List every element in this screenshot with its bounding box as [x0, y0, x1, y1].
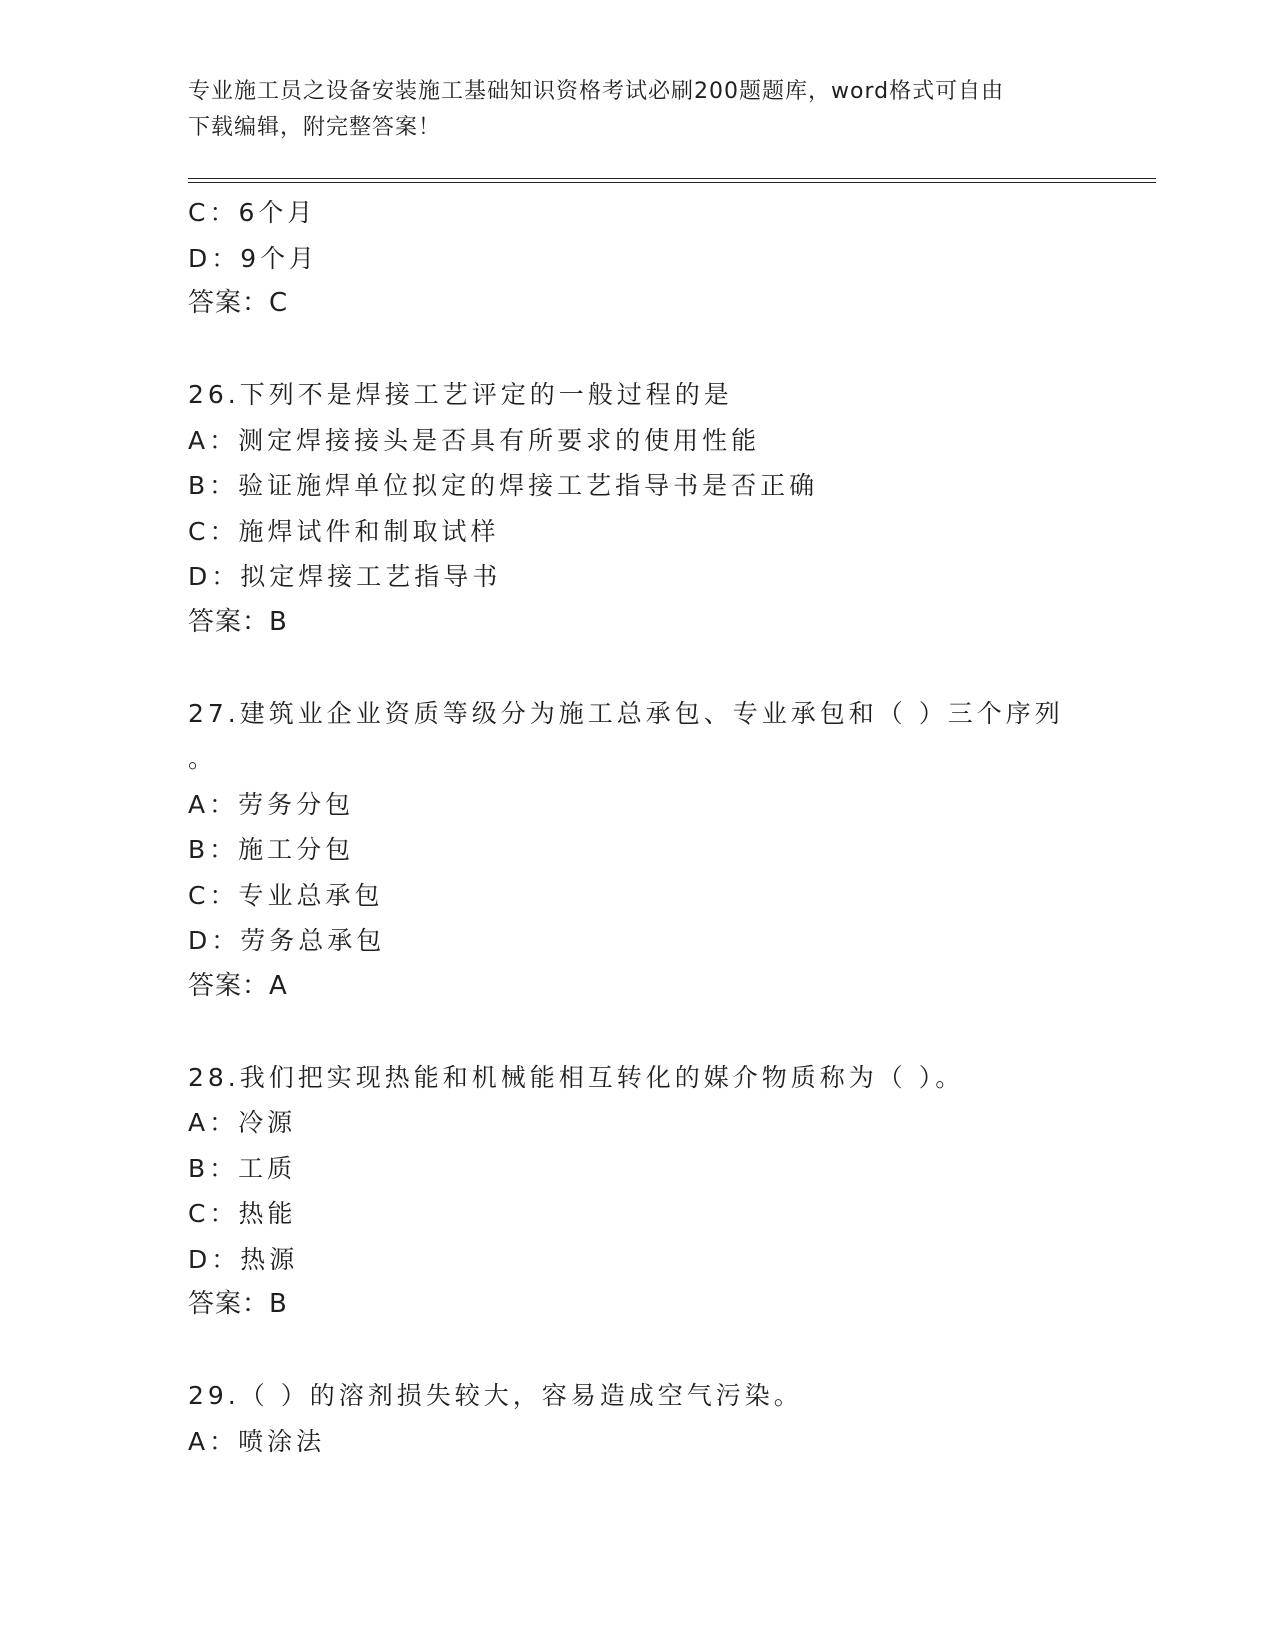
option-c: C：热能: [188, 1199, 297, 1228]
answer: 答案：B: [188, 606, 288, 637]
option-a: A：喷涂法: [188, 1426, 326, 1456]
spacer: [188, 645, 1108, 691]
spacer: [188, 1328, 1108, 1374]
option-a: A：冷源: [188, 1108, 297, 1137]
header-title-line-2: 下载编辑，附完整答案！: [188, 115, 442, 140]
option-c: C：6个月: [188, 198, 317, 227]
answer: 答案：A: [188, 970, 288, 1001]
question-stem: 29.（ ）的溶剂损失较大，容易造成空气污染。: [188, 1381, 803, 1410]
option-c: C：专业总承包: [188, 880, 384, 910]
header-title-line-1: 专业施工员之设备安装施工基础知识资格考试必刷200题题库，word格式可自由: [188, 79, 1005, 104]
spacer: [188, 1009, 1108, 1055]
question-28: [188, 1055, 1108, 1328]
question-25-tail: [188, 190, 1108, 327]
option-b: B：工质: [188, 1153, 297, 1183]
option-c: C：施焊试件和制取试样: [188, 516, 500, 546]
spacer: [188, 327, 1108, 373]
answer: 答案：C: [188, 288, 289, 318]
question-27: [188, 691, 1108, 1010]
option-a: A：劳务分包: [188, 789, 355, 819]
option-d: D：9个月: [188, 243, 319, 273]
question-list: [188, 190, 1108, 1464]
question-stem-continuation: 。: [188, 744, 214, 773]
question-29: [188, 1373, 1108, 1464]
option-b: B：施工分包: [188, 835, 355, 864]
document-header: [188, 74, 1068, 146]
question-26: [188, 372, 1108, 645]
option-a: A：测定焊接接头是否具有所要求的使用性能: [188, 425, 761, 455]
header-divider: [188, 178, 1156, 183]
question-stem: 28.我们把实现热能和机械能相互转化的媒介物质称为（ ）。: [188, 1062, 965, 1092]
option-b: B：验证施焊单位拟定的焊接工艺指导书是否正确: [188, 471, 819, 500]
question-stem: 27.建筑业企业资质等级分为施工总承包、专业承包和（ ）三个序列: [188, 698, 1064, 728]
answer: 答案：B: [188, 1289, 288, 1319]
option-d: D：拟定焊接工艺指导书: [188, 562, 502, 591]
option-d: D：劳务总承包: [188, 926, 386, 955]
option-d: D：热源: [188, 1244, 299, 1274]
question-stem: 26.下列不是焊接工艺评定的一般过程的是: [188, 380, 733, 409]
